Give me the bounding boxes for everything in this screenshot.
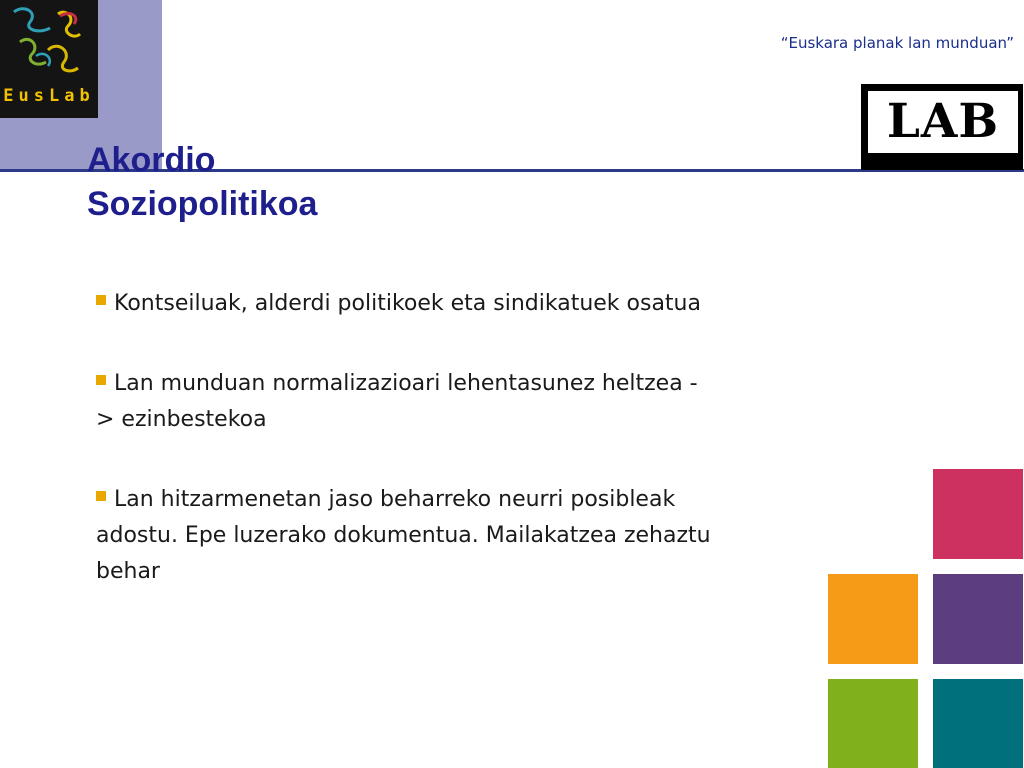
decor-square-teal: [933, 679, 1023, 768]
bullet-text: Kontseiluak, alderdi politikoek eta sindikatuek osatua: [114, 291, 701, 316]
bullet-item: [96, 286, 716, 322]
header-quote: “Euskara planak lan munduan”: [780, 34, 1014, 52]
square-bullet-icon: [96, 375, 106, 385]
slide-title: [87, 138, 487, 226]
decor-square-orange: [828, 574, 918, 664]
lab-logo-text: LAB: [886, 94, 1000, 149]
bullet-item: [96, 482, 716, 590]
euslab-squiggle-icon: [0, 0, 98, 90]
decor-square-green: [828, 679, 918, 768]
euslab-logo-text: EusLab: [3, 86, 95, 106]
bullet-text: Lan hitzarmenetan jaso beharreko neurri posibleak adostu. Epe luzerako dokumentua. Mailakatzea zehaztu behar: [96, 487, 711, 584]
bullet-item: [96, 366, 716, 438]
decor-square-purple: [933, 574, 1023, 664]
lab-logo: [861, 84, 1023, 170]
bullet-text: Lan munduan normalizazioari lehentasunez heltzea -> ezinbestekoa: [96, 371, 698, 432]
decor-square-pink: [933, 469, 1023, 559]
lab-logo-inner: [868, 91, 1018, 153]
slide-title-line2: Soziopolitikoa: [87, 185, 318, 223]
slide-title-line1: Akordio: [87, 141, 216, 179]
square-bullet-icon: [96, 295, 106, 305]
bullet-list: [96, 286, 716, 634]
square-bullet-icon: [96, 491, 106, 501]
euslab-logo: [0, 0, 98, 118]
